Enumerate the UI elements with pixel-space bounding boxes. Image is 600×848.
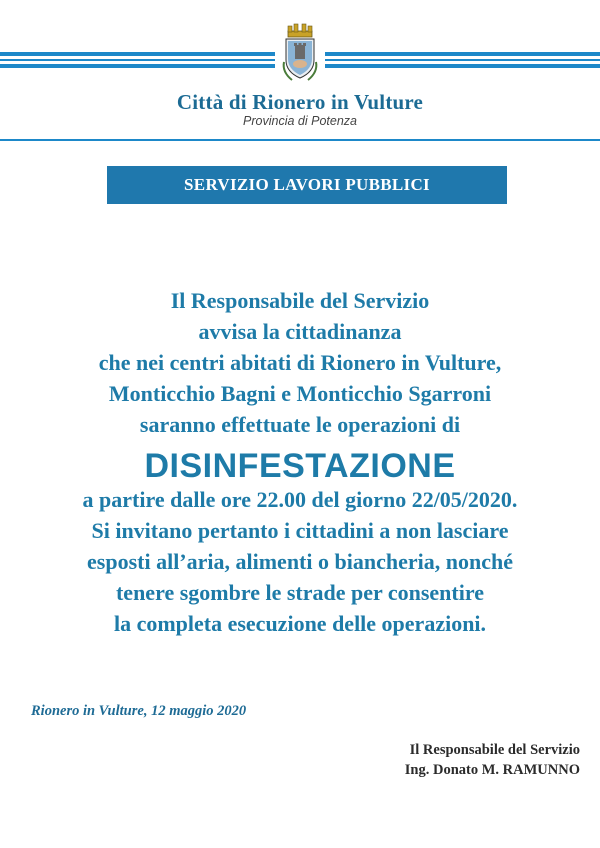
coat-of-arms-icon — [280, 22, 320, 84]
notice-details — [0, 484, 600, 639]
notice-line: Il Responsabile del Servizio — [170, 288, 430, 313]
notice-line: che nei centri abitati di Rionero in Vulture, — [98, 350, 502, 375]
notice-line: esposti all’aria, alimenti o biancheria, nonché — [87, 549, 513, 574]
signature-title: Il Responsabile del Servizio — [409, 742, 580, 758]
department-banner — [107, 166, 507, 204]
notice-line: a partire dalle ore 22.00 del giorno 22/05/2020. — [82, 487, 518, 512]
signature-name: Ing. Donato M. RAMUNNO — [404, 762, 580, 778]
notice-keyword: DISINFESTAZIONE — [144, 447, 456, 485]
crest-container — [275, 22, 325, 84]
place-and-date: Rionero in Vulture, 12 maggio 2020 — [31, 703, 247, 719]
notice-line: Monticchio Bagni e Monticchio Sgarroni — [108, 381, 492, 406]
notice-line: avvisa la cittadinanza — [198, 319, 402, 344]
town-name: Città di Rionero in Vulture — [176, 90, 424, 114]
notice-intro — [0, 285, 600, 440]
notice-line: saranno effettuate le operazioni di — [139, 412, 461, 437]
department-banner-label: SERVIZIO LAVORI PUBBLICI — [184, 175, 430, 194]
notice-line: Si invitano pertanto i cittadini a non lasciare — [91, 518, 509, 543]
header-divider — [0, 139, 600, 141]
notice-line: tenere sgombre le strade per consentire — [115, 580, 484, 605]
province-name: Provincia di Potenza — [243, 114, 357, 128]
notice-line: la completa esecuzione delle operazioni. — [113, 611, 487, 636]
